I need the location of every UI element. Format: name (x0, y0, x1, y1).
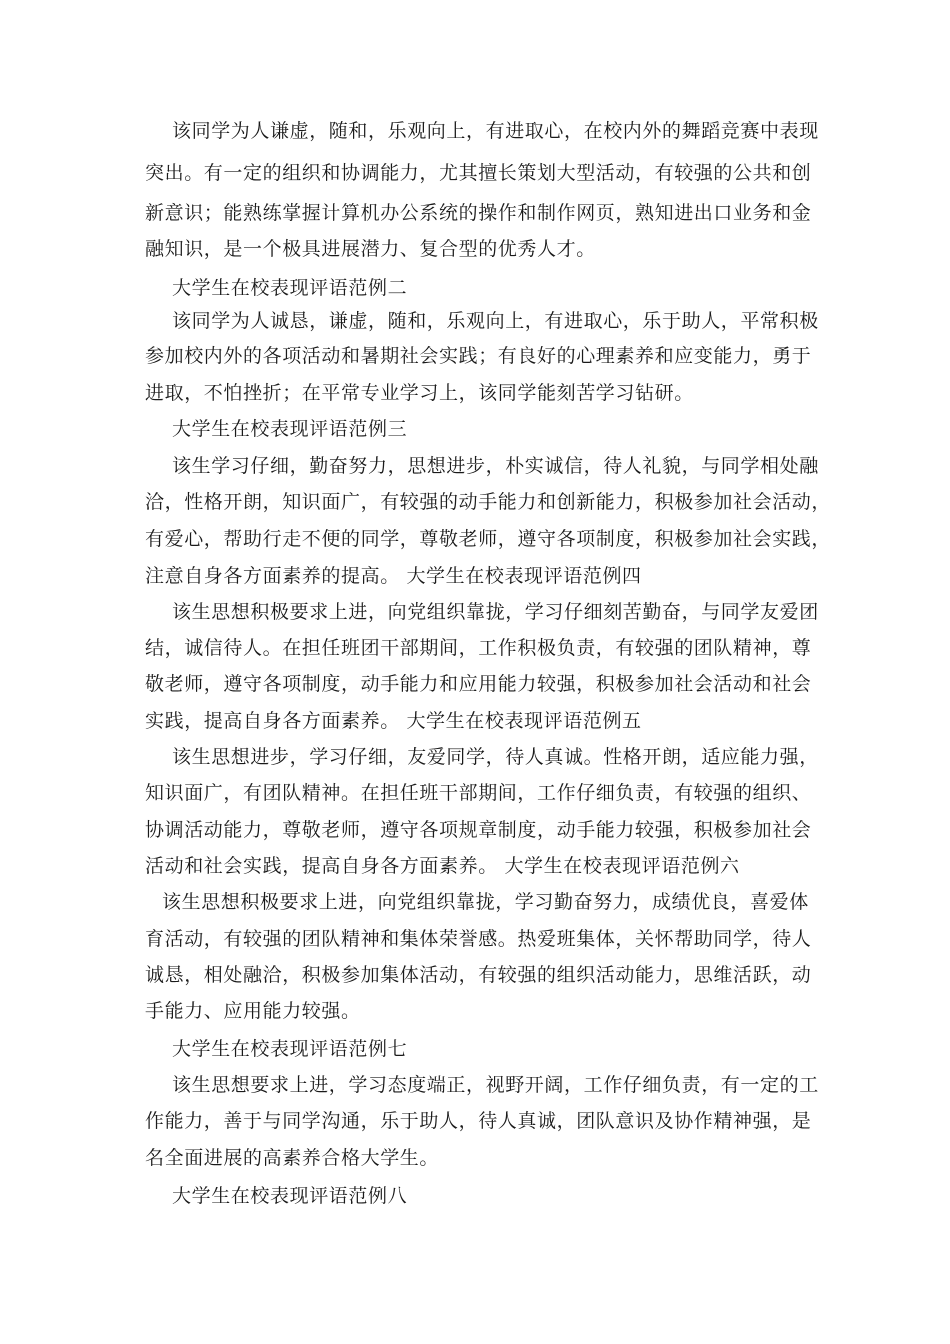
paragraph-line: 名全面进展的高素养合格大学生。 (145, 1147, 440, 1169)
paragraph-line: 该生思想积极要求上进，向党组织靠拢，学习仔细刻苦勤奋，与同学友爱团 (172, 601, 819, 623)
paragraph-line: 突出。有一定的组织和协调能力，尤其擅长策划大型活动，有较强的公共和创 (145, 162, 812, 184)
paragraph-line: 知识面广，有团队精神。在担任班干部期间，工作仔细负责，有较强的组织、 (145, 782, 812, 804)
section-heading: 大学生在校表现评语范例八 (172, 1185, 408, 1207)
paragraph-line: 作能力，善于与同学沟通，乐于助人，待人真诚，团队意识及协作精神强，是 (145, 1110, 812, 1132)
paragraph-line: 敬老师，遵守各项制度，动手能力和应用能力较强，积极参加社会活动和社会 (145, 673, 812, 695)
paragraph-line-with-heading: 注意自身各方面素养的提高。 大学生在校表现评语范例四 (145, 565, 642, 587)
paragraph-line: 洽，性格开朗，知识面广，有较强的动手能力和创新能力，积极参加社会活动， (145, 491, 832, 513)
paragraph-line: 结，诚信待人。在担任班团干部期间，工作积极负责，有较强的团队精神，尊 (145, 637, 812, 659)
paragraph-line: 有爱心，帮助行走不便的同学，尊敬老师，遵守各项制度，积极参加社会实践， (145, 528, 832, 550)
paragraph-line: 该生思想进步，学习仔细，友爱同学，待人真诚。性格开朗，适应能力强， (172, 746, 819, 768)
paragraph-line: 融知识，是一个极具进展潜力、复合型的优秀人才。 (145, 238, 596, 260)
section-heading: 大学生在校表现评语范例二 (172, 277, 408, 299)
paragraph-line: 育活动，有较强的团队精神和集体荣誉感。热爱班集体，关怀帮助同学，待人 (145, 928, 812, 950)
paragraph-line-with-heading: 活动和社会实践，提高自身各方面素养。 大学生在校表现评语范例六 (145, 855, 740, 877)
paragraph-line: 手能力、应用能力较强。 (145, 1000, 361, 1022)
paragraph-line: 该生学习仔细，勤奋努力，思想进步，朴实诚信，待人礼貌，与同学相处融 (172, 455, 819, 477)
section-heading: 大学生在校表现评语范例七 (172, 1038, 408, 1060)
paragraph-line: 诚恳，相处融洽，积极参加集体活动，有较强的组织活动能力，思维活跃，动 (145, 964, 812, 986)
paragraph-line: 该同学为人诚恳，谦虚，随和，乐观向上，有进取心，乐于助人，平常积极 (172, 310, 819, 332)
section-heading: 大学生在校表现评语范例三 (172, 418, 408, 440)
paragraph-line: 该生思想积极要求上进，向党组织靠拢，学习勤奋努力，成绩优良，喜爱体 (162, 891, 809, 913)
paragraph-line: 参加校内外的各项活动和暑期社会实践；有良好的心理素养和应变能力，勇于 (145, 345, 812, 367)
paragraph-line: 协调活动能力，尊敬老师，遵守各项规章制度，动手能力较强，积极参加社会 (145, 819, 812, 841)
paragraph-line: 该生思想要求上进，学习态度端正，视野开阔，工作仔细负责，有一定的工 (172, 1074, 819, 1096)
paragraph-line: 新意识；能熟练掌握计算机办公系统的操作和制作网页，熟知进出口业务和金 (145, 202, 812, 224)
paragraph-line-with-heading: 实践，提高自身各方面素养。 大学生在校表现评语范例五 (145, 710, 642, 732)
paragraph-line: 该同学为人谦虚，随和，乐观向上，有进取心，在校内外的舞蹈竞赛中表现 (172, 120, 819, 142)
paragraph-line: 进取，不怕挫折；在平常专业学习上，该同学能刻苦学习钻研。 (145, 382, 694, 404)
